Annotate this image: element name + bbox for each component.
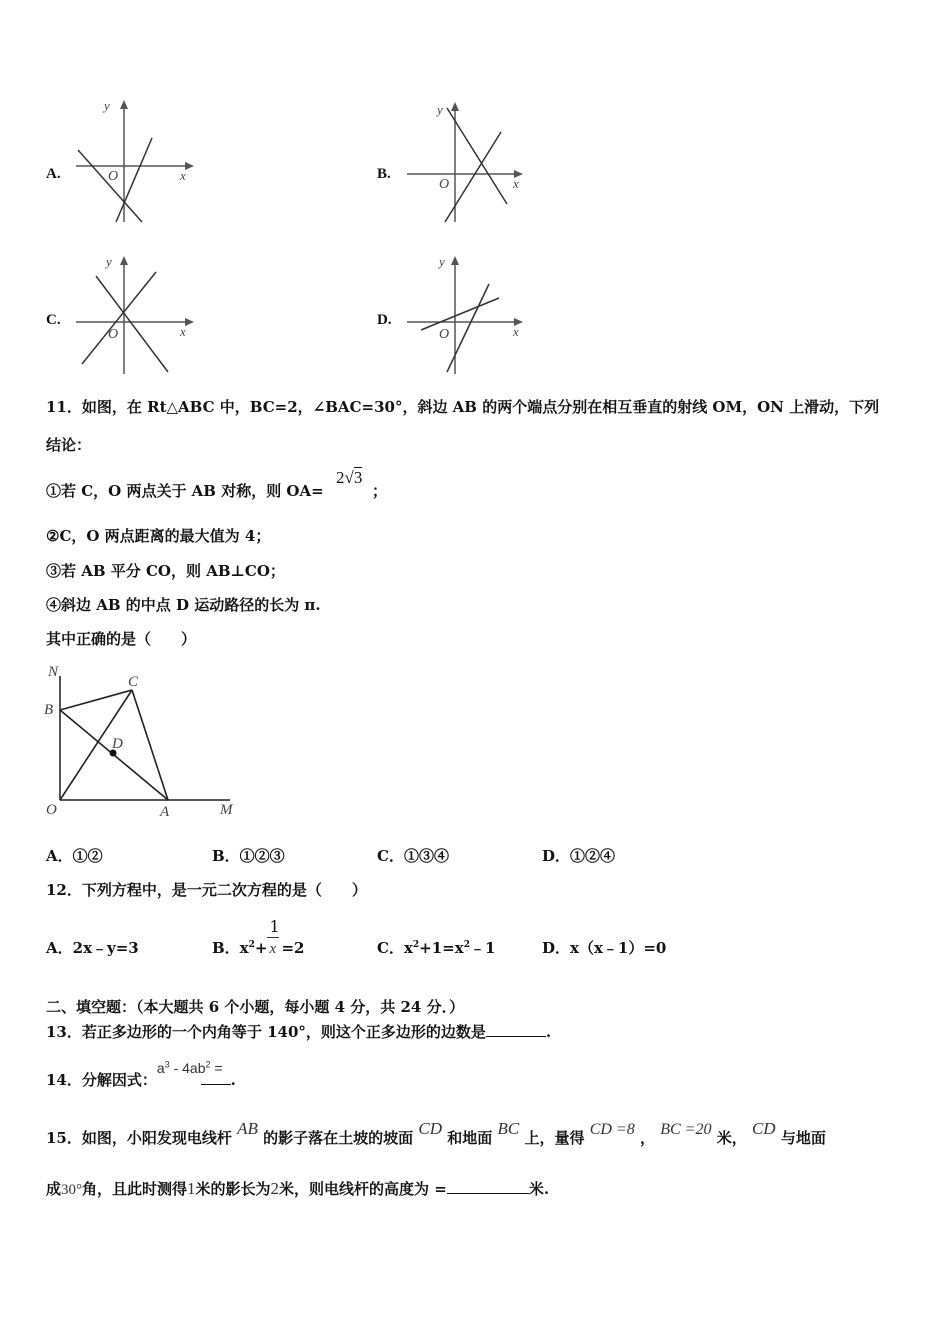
q15-cd-8: CD =8 [589,1121,635,1138]
q15-comma: ， [639,1129,655,1147]
q14-expression [157,1060,223,1076]
expr-a: a [156,1060,165,1076]
q12-c-sup2: 2 [463,940,470,950]
q11-statement-1 [46,468,388,501]
y-label: y [439,254,445,269]
q12-c-prefix: C．x [377,939,413,957]
q15-line2 [46,1178,549,1199]
q12-b-prefix: B．x [212,939,249,957]
y-label: y [104,98,110,113]
q14-end: . [230,1071,236,1089]
q11-prompt: 其中正确的是（ ） [46,630,197,648]
label-m: M [220,802,233,818]
q10-option-a-label: A. [46,166,61,182]
q15-l2c: 米的影长为 [195,1180,271,1198]
line-2 [447,284,489,372]
q15-l2d: 米，则电线杆的高度为 = [279,1180,447,1198]
q15-p2: 的影子落在土坡的坡面 [263,1129,414,1147]
label-n: N [48,664,59,680]
expr-mid: - 4ab [169,1060,206,1076]
q12-choice-b[interactable] [212,917,305,958]
q15-line1 [46,1119,826,1148]
fraction [267,917,281,957]
fraction-bar [267,937,279,938]
q15-l2a: 成 [46,1180,62,1198]
label-c: C [128,674,139,690]
origin-label: O [108,169,119,184]
q11-figure [40,662,250,822]
sqrt-expression [336,468,362,488]
q12-b-suffix: =2 [281,939,305,957]
q12-choice-d[interactable]: D．x（x﹣1）=0 [542,939,667,957]
line-2 [82,272,156,364]
q15-p5: 米， [716,1129,747,1147]
q15-p1: 15．如图，小阳发现电线杆 [46,1129,232,1147]
q10-option-c-label: C. [46,312,61,328]
q15-end: 米. [528,1180,550,1198]
y-arrow-icon [451,102,459,111]
q11-stem-line1: 11．如图，在 Rt△ABC 中，BC=2，∠BAC=30°，斜边 AB 的两个端点分别在相互垂直的射线 OM，ON 上滑动，下列 [46,398,880,416]
q10-graph-c [72,254,200,378]
sqrt-coef: 2 [336,468,345,487]
q12-c-sup1: 2 [412,940,420,950]
q15-cd: CD [418,1119,443,1138]
line-2 [116,138,152,222]
q11-choice-d[interactable]: D．①②④ [542,847,616,865]
q12-stem: 12．下列方程中，是一元二次方程的是（ ） [46,881,367,899]
q10-graph-a [72,98,200,226]
y-label: y [106,254,112,269]
line-1 [78,150,142,222]
origin-label: O [439,327,450,342]
expr-sup2: 2 [205,1059,211,1070]
origin-label: O [439,177,450,192]
q11-statement-3: ③若 AB 平分 CO，则 AB⊥CO； [46,562,285,580]
x-label: x [180,324,186,339]
q15-cd-2: CD [751,1119,776,1138]
q15-p6: 与地面 [780,1129,826,1147]
sqrt-sign-icon: √ [344,468,354,487]
label-d: D [112,736,123,752]
q10-option-d-label: D. [377,312,392,328]
q12-b-sup: 2 [248,940,255,950]
segment-ca [132,690,168,800]
section-2-heading: 二、填空题：（本大题共 6 个小题，每小题 4 分，共 24 分．） [46,998,465,1016]
x-label: x [180,168,186,183]
q11-choice-b[interactable]: B．①②③ [212,847,285,865]
expr-eq: = [210,1060,223,1076]
q11-choice-a[interactable]: A．①② [46,847,103,865]
fraction-denominator: x [269,941,277,957]
q13-answer-blank[interactable] [486,1022,546,1037]
y-arrow-icon [120,256,128,265]
q12-b-plus: + [254,939,268,957]
q15-two: 2 [270,1179,280,1198]
q11-s1-prefix: ①若 C，O 两点关于 AB 对称，则 OA= [46,482,324,500]
y-arrow-icon [451,256,459,265]
label-a: A [160,804,170,820]
line-1 [447,108,507,204]
line-1 [96,276,168,372]
q13-stem: 13．若正多边形的一个内角等于 140°，则这个正多边形的边数是 [46,1023,486,1041]
q14 [46,1059,236,1090]
line-2 [445,132,501,222]
origin-label: O [108,327,119,342]
sqrt-radicand: 3 [353,468,363,487]
y-arrow-icon [120,100,128,109]
q15-bc: BC [497,1119,520,1138]
q11-statement-4: ④斜边 AB 的中点 D 运动路径的长为 π. [46,596,321,614]
line-1 [421,298,499,330]
q15-answer-blank[interactable] [447,1179,529,1194]
q13-end: . [545,1023,552,1041]
q10-graph-d [403,254,529,378]
q12-c-mid: +1=x [419,939,464,957]
q15-ab: AB [237,1119,258,1138]
q12-choice-c[interactable] [377,937,495,958]
q11-statement-2: ②C，O 两点距离的最大值为 4； [46,527,271,545]
q11-choice-c[interactable]: C．①③④ [377,847,449,865]
x-arrow-icon [185,318,194,326]
label-o: O [46,802,57,818]
y-label: y [437,102,443,117]
q12-choice-a[interactable]: A．2x﹣y=3 [46,939,139,957]
expr-sup1: 3 [164,1059,170,1070]
q15-p4: 上，量得 [524,1129,585,1147]
fraction-numerator: 1 [269,917,280,936]
q10-option-b-label: B. [377,166,391,182]
x-label: x [513,176,519,191]
q15-p3: 和地面 [447,1129,493,1147]
q14-stem: 14．分解因式： [46,1071,157,1089]
q13 [46,1021,551,1042]
q11-s1-suffix: ； [372,482,388,500]
q15-degree: 30° [61,1182,83,1198]
q15-l2b: 角，且此时测得 [82,1180,188,1198]
label-b: B [44,702,54,718]
x-arrow-icon [185,162,194,170]
x-label: x [513,324,519,339]
q15-one: 1 [187,1179,196,1198]
q10-graph-b [403,100,529,226]
q11-stem-line2: 结论： [46,436,92,454]
q12-c-suffix: ﹣1 [469,939,496,957]
q15-bc-20: BC =20 [660,1121,712,1138]
